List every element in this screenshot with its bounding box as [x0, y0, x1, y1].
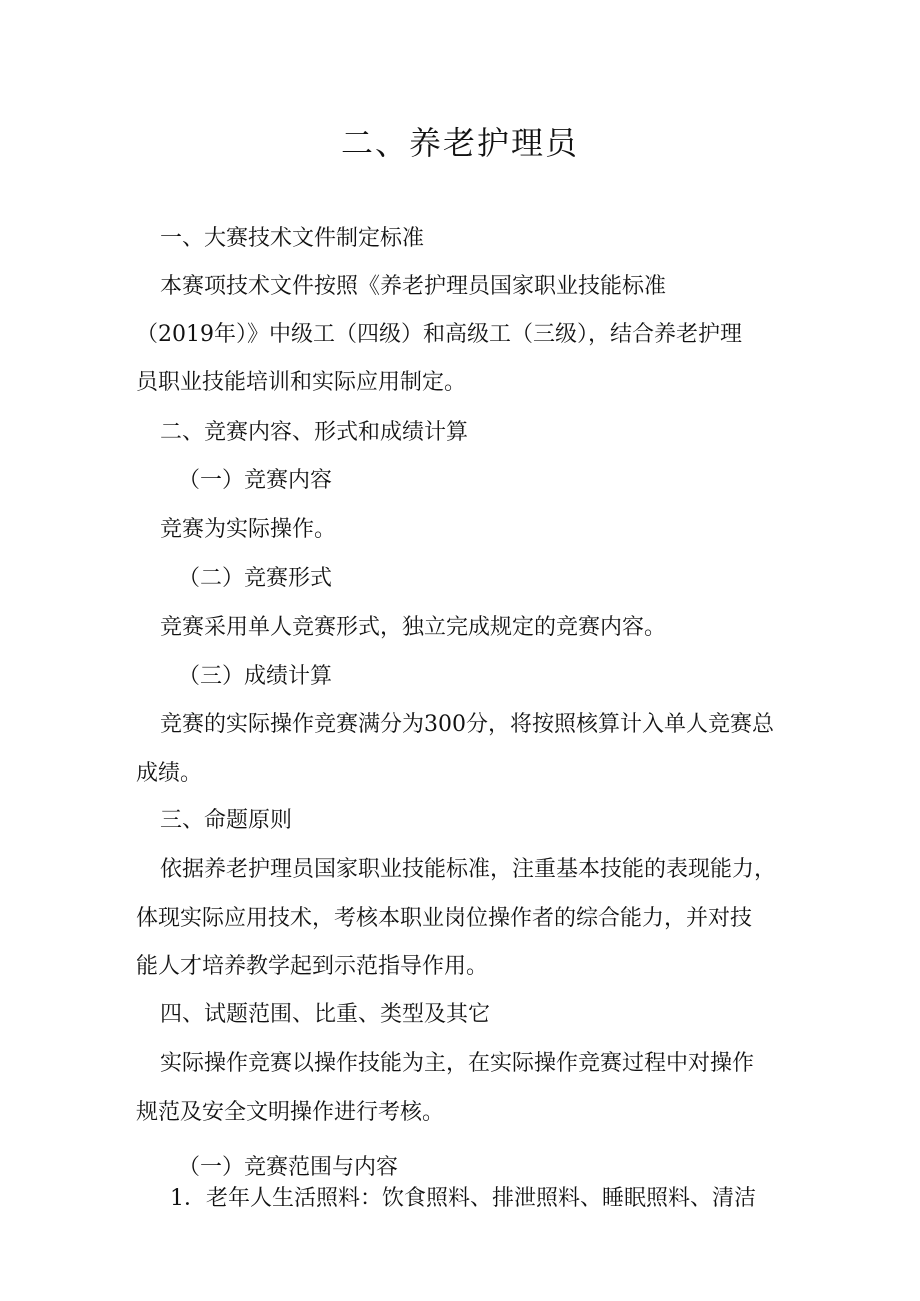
- paragraph-line: 竞赛采用单人竞赛形式，独立完成规定的竞赛内容。: [160, 615, 667, 640]
- subsection-heading: （二）竞赛形式: [178, 566, 333, 591]
- paragraph-line: （2019年）》中级工（四级）和高级工（三级），结合养老护理: [136, 322, 742, 347]
- paragraph-line: 依据养老护理员国家职业技能标准，注重基本技能的表现能力，: [160, 857, 777, 882]
- paragraph-line: 员职业技能培训和实际应用制定。: [136, 370, 467, 395]
- list-item: 1．老年人生活照料：饮食照料、排泄照料、睡眠照料、清洁: [170, 1186, 756, 1211]
- page-title: 二、养老护理员: [340, 124, 579, 162]
- subsection-heading: （一）竞赛内容: [178, 468, 333, 493]
- paragraph-line: 规范及安全文明操作进行考核。: [136, 1100, 445, 1125]
- paragraph-line: 成绩。: [136, 761, 203, 786]
- paragraph-line: 竞赛为实际操作。: [160, 517, 337, 542]
- paragraph-line: 能人才培养教学起到示范指导作用。: [136, 954, 489, 979]
- paragraph-line: 实际操作竞赛以操作技能为主，在实际操作竞赛过程中对操作: [160, 1051, 755, 1076]
- paragraph-line: 本赛项技术文件按照《养老护理员国家职业技能标准: [160, 274, 667, 299]
- subsection-heading: （一）竞赛范围与内容: [178, 1155, 399, 1180]
- subsection-heading: （三）成绩计算: [178, 664, 333, 689]
- section-heading-2: 二、竞赛内容、形式和成绩计算: [160, 420, 469, 445]
- section-heading-1: 一、大赛技术文件制定标准: [160, 226, 425, 251]
- section-heading-4: 四、试题范围、比重、类型及其它: [160, 1002, 491, 1027]
- section-heading-3: 三、命题原则: [160, 808, 293, 833]
- paragraph-line: 竞赛的实际操作竞赛满分为300分，将按照核算计入单人竞赛总: [160, 712, 774, 737]
- paragraph-line: 体现实际应用技术，考核本职业岗位操作者的综合能力，并对技: [136, 906, 753, 931]
